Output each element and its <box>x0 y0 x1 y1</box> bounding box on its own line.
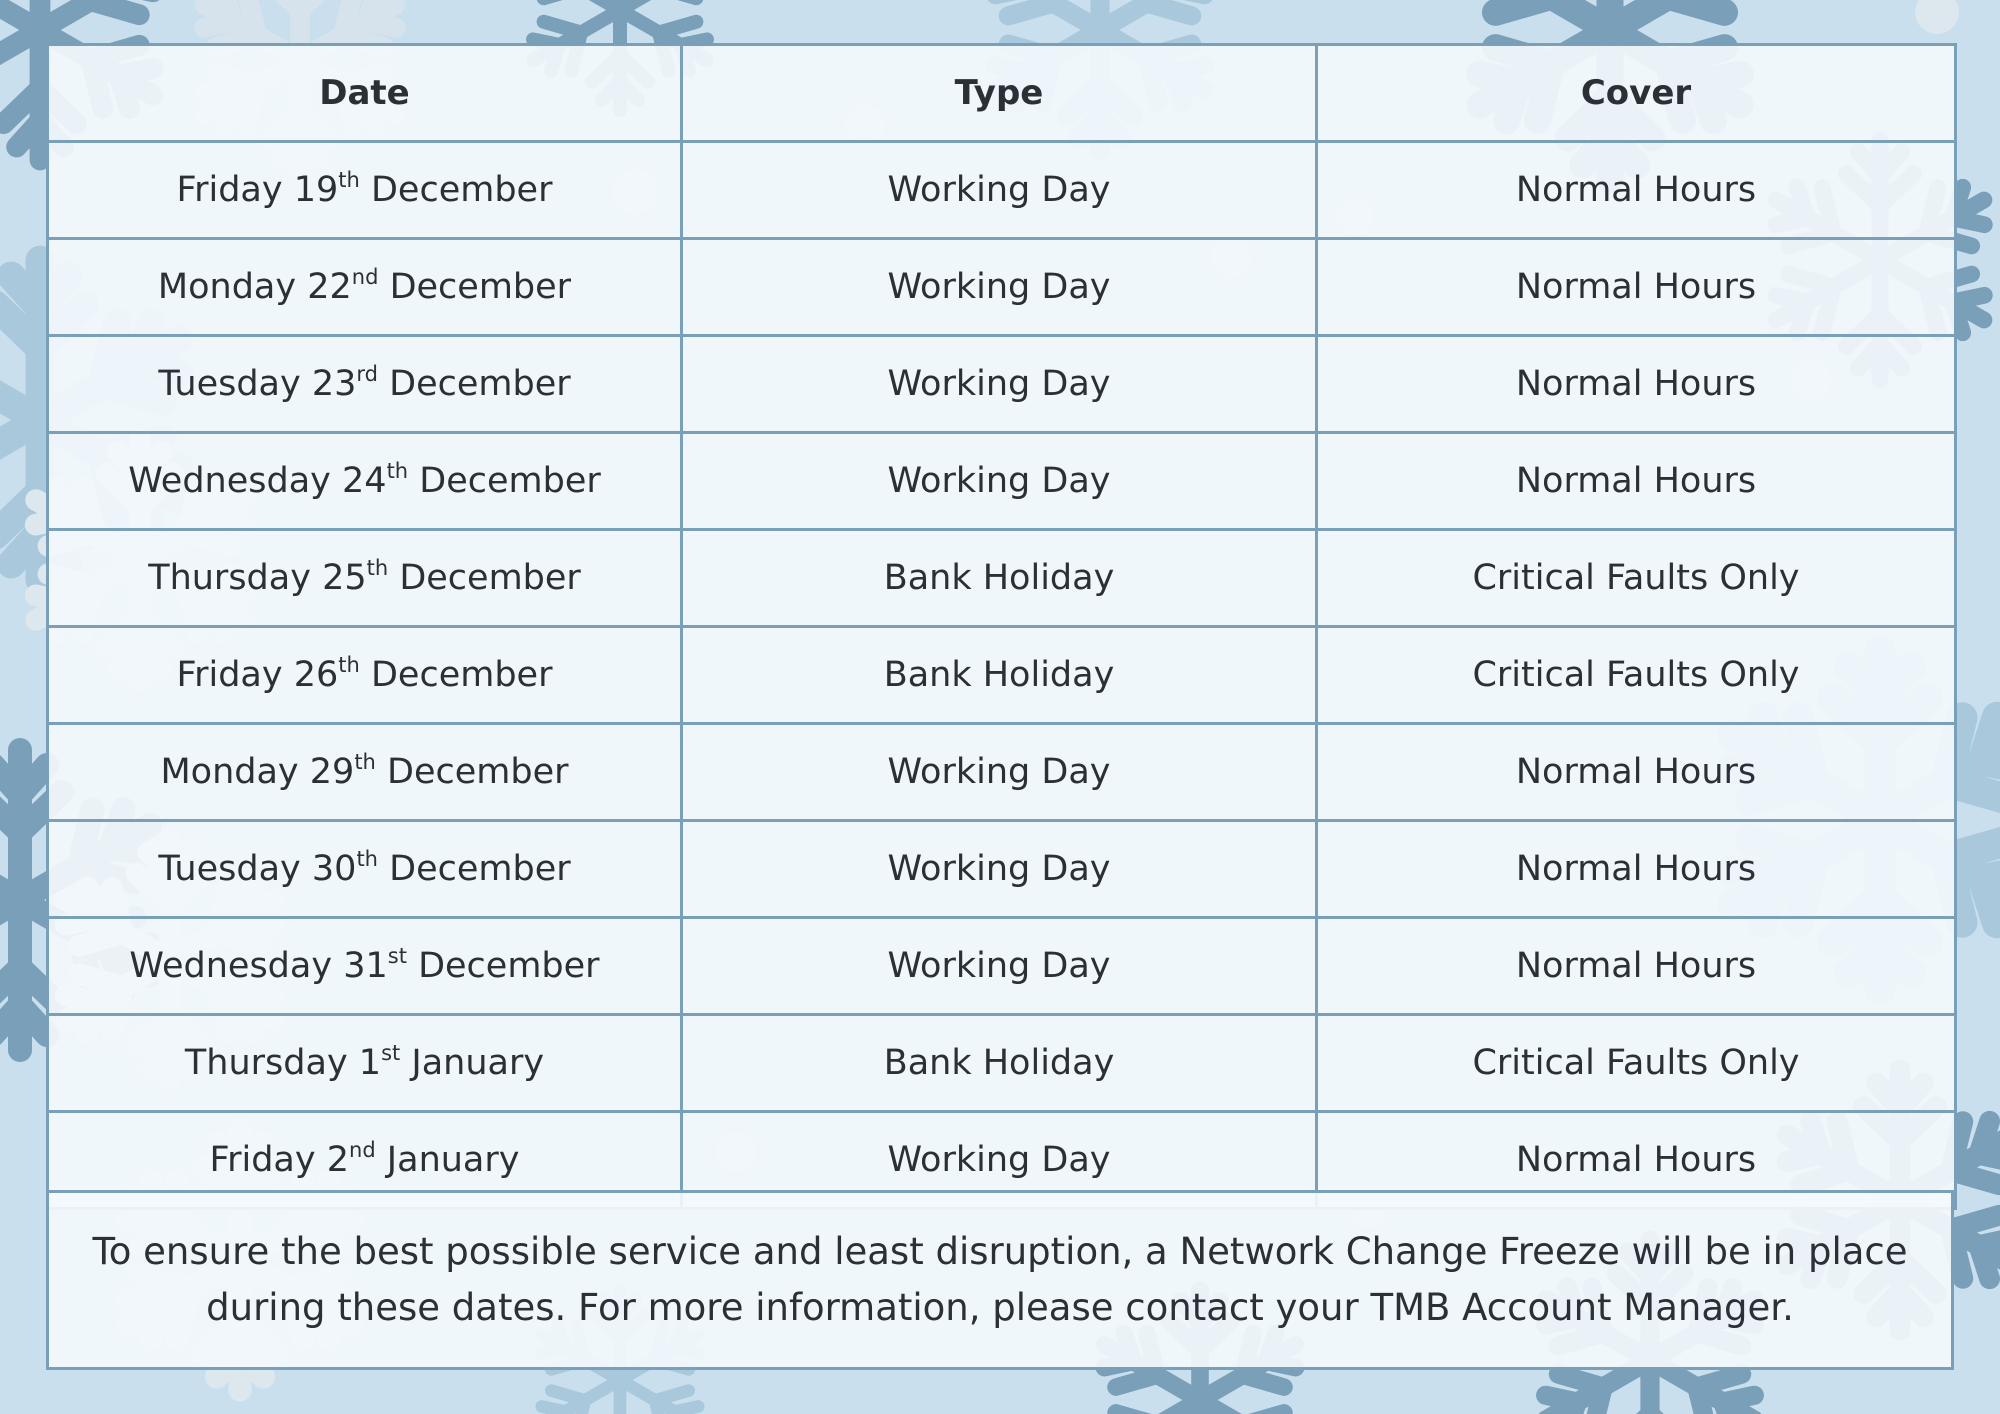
date-day: 29 <box>309 752 355 792</box>
type-cell: Working Day <box>682 1112 1317 1209</box>
date-weekday-day: Thursday <box>184 1043 348 1083</box>
date-cell <box>48 433 682 530</box>
cover-cell: Normal Hours <box>1317 433 1956 530</box>
date-day: 26 <box>293 655 339 695</box>
column-header-type: Type <box>682 45 1317 142</box>
date-day: 23 <box>311 364 357 404</box>
date-month: December <box>387 752 569 792</box>
date-weekday-day: Wednesday <box>129 946 333 986</box>
cover-cell: Critical Faults Only <box>1317 627 1956 724</box>
snow-dot <box>1915 0 1959 34</box>
type-cell: Working Day <box>682 724 1317 821</box>
note-text: To ensure the best possible service and least disruption, a Network Change Freeze will be in place during these dates. For more information, please contact your TMB Account Manager. <box>92 1230 1908 1329</box>
type-cell: Working Day <box>682 433 1317 530</box>
type-cell: Bank Holiday <box>682 627 1317 724</box>
date-cell <box>48 336 682 433</box>
date-weekday-day: Friday <box>176 655 283 695</box>
date-month: December <box>389 849 571 889</box>
date-month: December <box>399 558 581 598</box>
date-weekday-day: Friday <box>209 1140 316 1180</box>
date-month: December <box>370 655 553 695</box>
date-day: 24 <box>342 461 387 501</box>
date-ordinal: th <box>338 168 360 192</box>
table-row <box>48 336 1956 433</box>
date-ordinal: th <box>338 653 360 677</box>
date-weekday-day: Monday <box>157 267 297 307</box>
cover-cell: Normal Hours <box>1317 724 1956 821</box>
change-freeze-note <box>46 1190 1954 1370</box>
date-day: 25 <box>322 558 367 598</box>
date-month: January <box>386 1140 520 1180</box>
table-row <box>48 530 1956 627</box>
type-cell: Working Day <box>682 918 1317 1015</box>
date-weekday-day: Friday <box>176 170 283 210</box>
table-row <box>48 724 1956 821</box>
table-header-row <box>48 45 1956 142</box>
table-row <box>48 142 1956 239</box>
date-month: December <box>389 267 572 307</box>
date-day: 22 <box>307 267 352 307</box>
cover-cell: Critical Faults Only <box>1317 1015 1956 1112</box>
date-day: 2 <box>326 1140 350 1180</box>
date-cell <box>48 530 682 627</box>
type-cell: Bank Holiday <box>682 1015 1317 1112</box>
date-month: January <box>411 1043 545 1083</box>
date-month: December <box>418 946 600 986</box>
date-cell <box>48 724 682 821</box>
date-day: 1 <box>358 1043 382 1083</box>
table-row <box>48 433 1956 530</box>
table-row <box>48 1015 1956 1112</box>
date-day: 30 <box>311 849 357 889</box>
date-cell <box>48 239 682 336</box>
type-cell: Working Day <box>682 821 1317 918</box>
date-weekday-day: Monday <box>160 752 299 792</box>
type-cell: Bank Holiday <box>682 530 1317 627</box>
holiday-cover-table <box>46 43 1957 1210</box>
type-cell: Working Day <box>682 239 1317 336</box>
table-row <box>48 918 1956 1015</box>
date-weekday-day: Wednesday <box>128 461 331 501</box>
date-cell <box>48 821 682 918</box>
table-row <box>48 627 1956 724</box>
date-cell <box>48 142 682 239</box>
date-ordinal: st <box>387 944 407 968</box>
table-row <box>48 821 1956 918</box>
date-ordinal: th <box>386 459 409 483</box>
cover-cell: Normal Hours <box>1317 239 1956 336</box>
date-day: 31 <box>343 946 388 986</box>
date-month: December <box>370 170 553 210</box>
column-header-cover: Cover <box>1317 45 1956 142</box>
date-month: December <box>389 364 571 404</box>
date-ordinal: nd <box>351 265 379 289</box>
cover-cell: Normal Hours <box>1317 821 1956 918</box>
date-weekday-day: Tuesday <box>158 364 301 404</box>
cover-cell: Critical Faults Only <box>1317 530 1956 627</box>
date-cell <box>48 918 682 1015</box>
cover-cell: Normal Hours <box>1317 1112 1956 1209</box>
date-cell <box>48 627 682 724</box>
type-cell: Working Day <box>682 142 1317 239</box>
column-header-date: Date <box>48 45 682 142</box>
date-cell <box>48 1015 682 1112</box>
date-weekday-day: Tuesday <box>158 849 301 889</box>
type-cell: Working Day <box>682 336 1317 433</box>
date-ordinal: th <box>366 556 389 580</box>
cover-cell: Normal Hours <box>1317 918 1956 1015</box>
cover-cell: Normal Hours <box>1317 142 1956 239</box>
date-ordinal: th <box>356 847 378 871</box>
date-day: 19 <box>293 170 339 210</box>
date-ordinal: st <box>381 1041 401 1065</box>
date-ordinal: th <box>354 750 376 774</box>
table-row <box>48 239 1956 336</box>
date-ordinal: rd <box>356 362 379 386</box>
cover-cell: Normal Hours <box>1317 336 1956 433</box>
date-month: December <box>419 461 601 501</box>
date-weekday-day: Thursday <box>148 558 311 598</box>
date-ordinal: nd <box>349 1138 376 1162</box>
